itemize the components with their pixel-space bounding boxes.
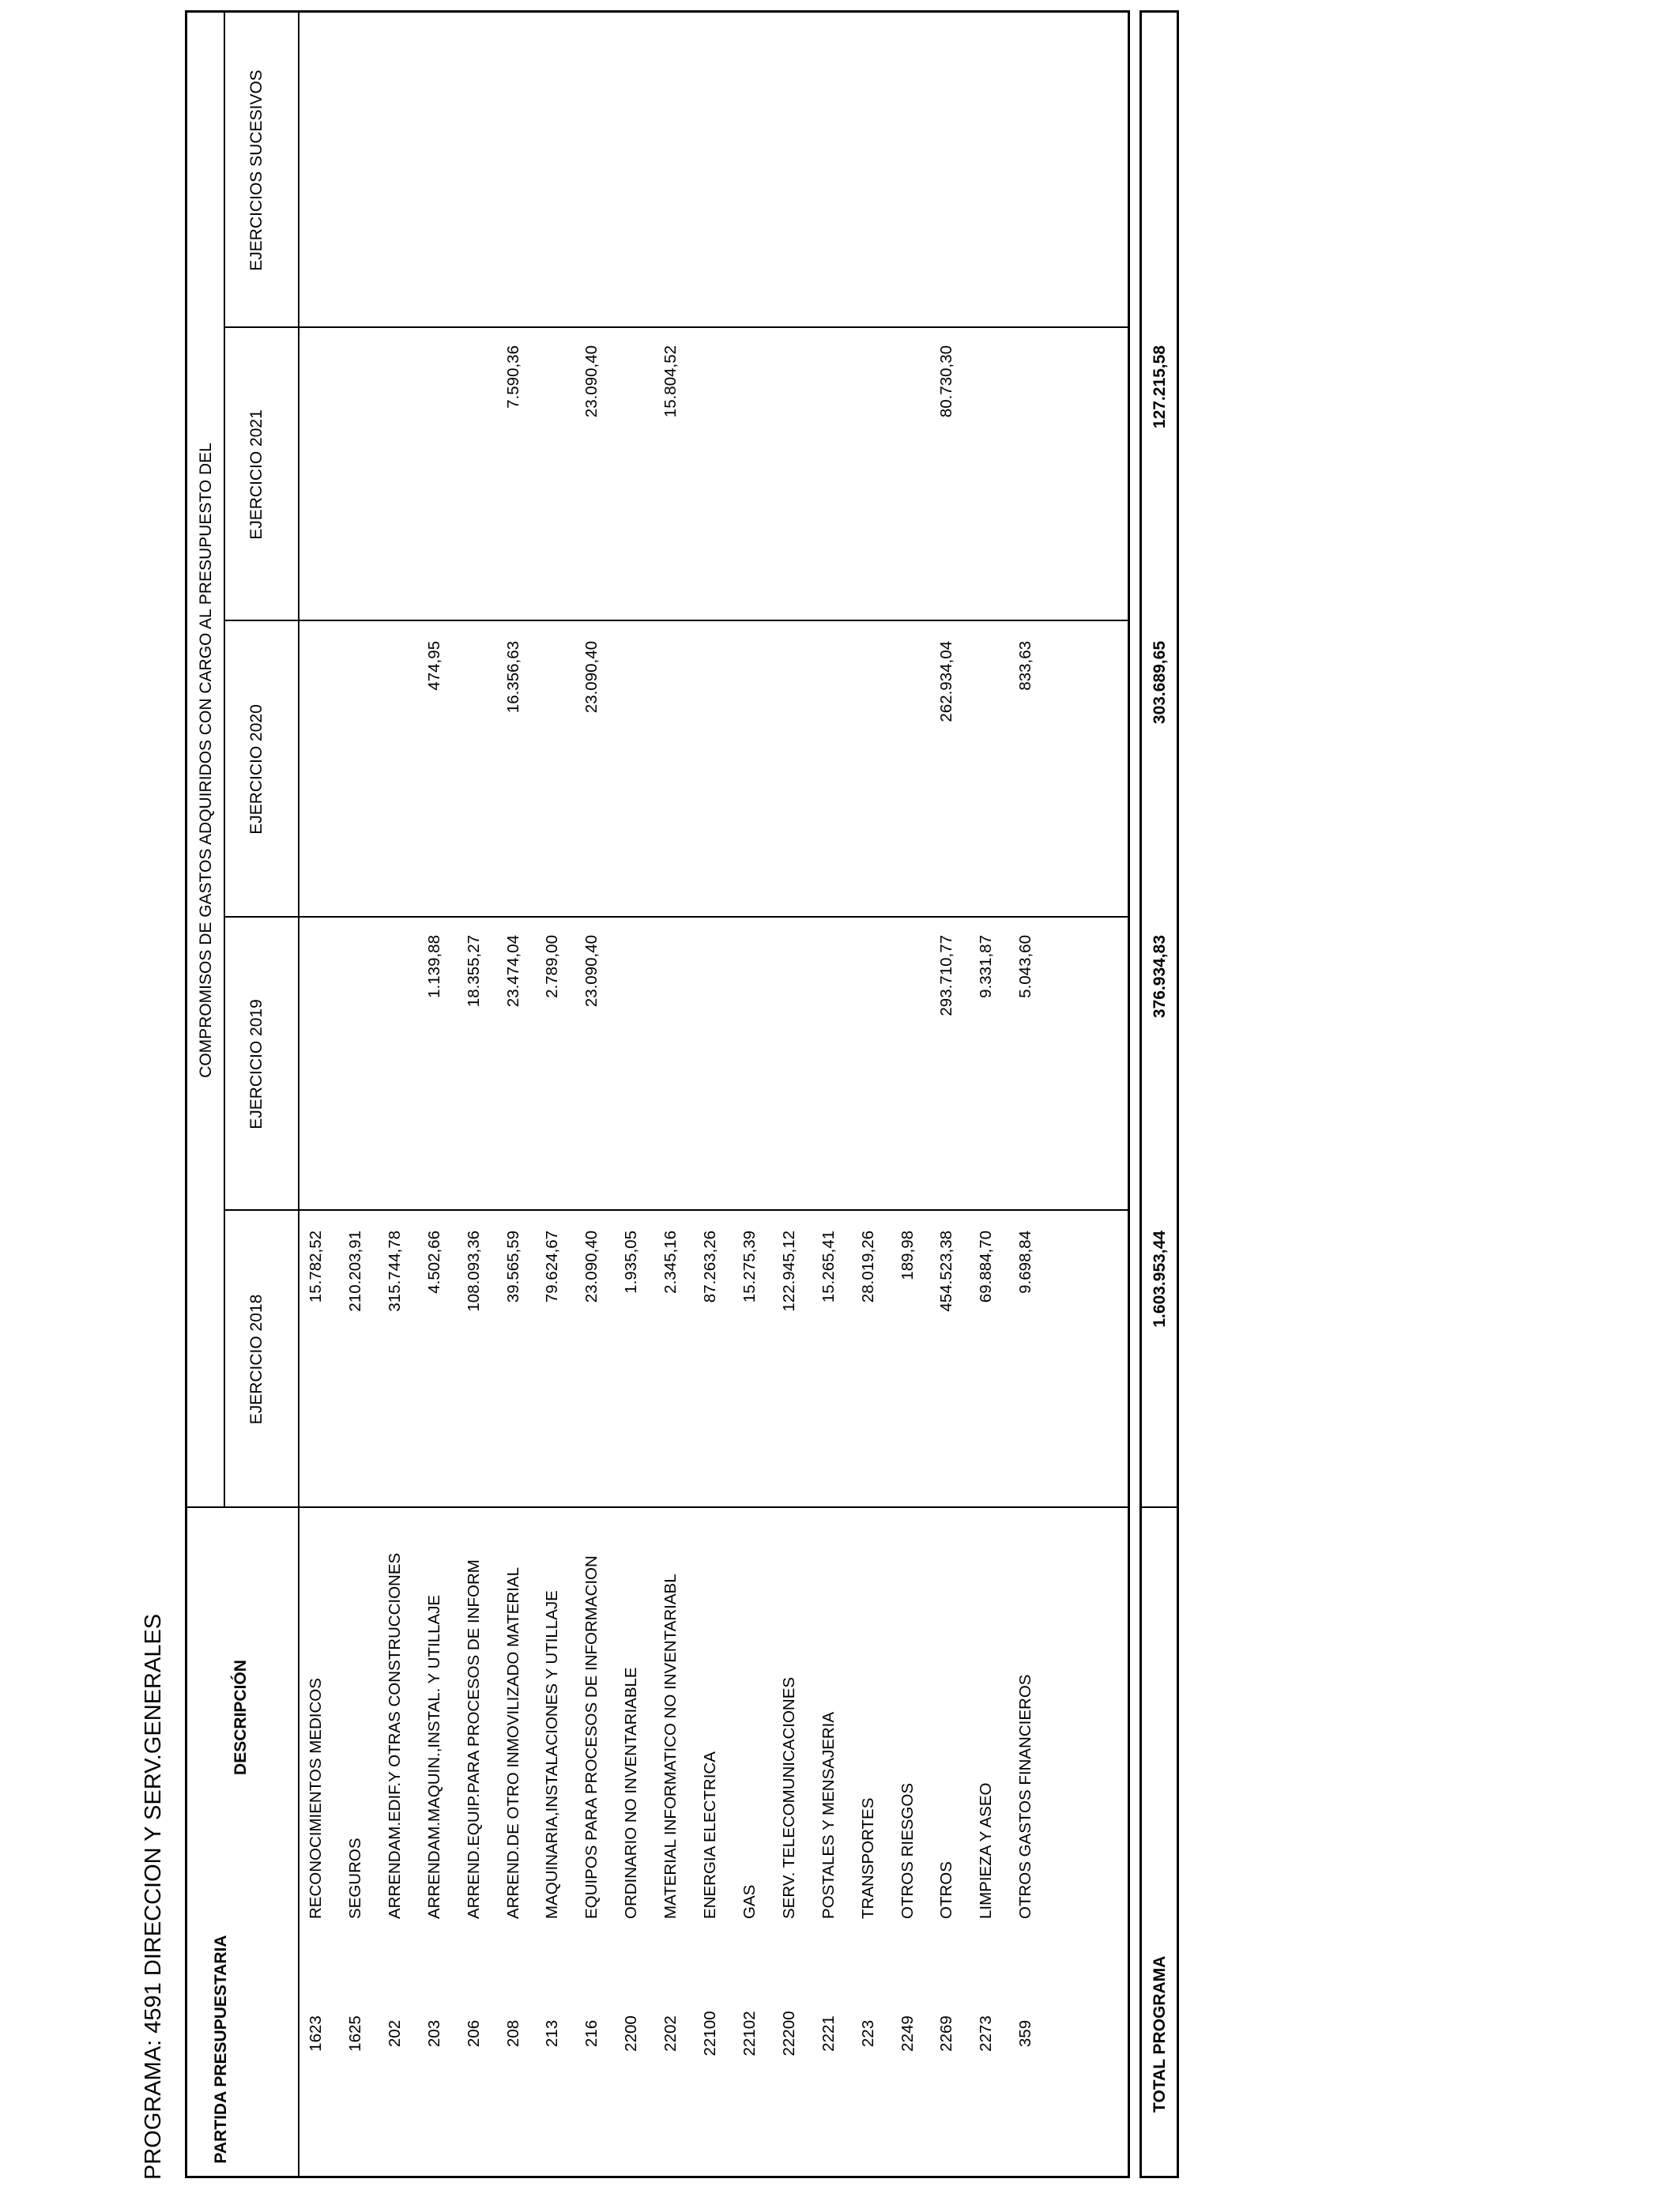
cell-partida: 22102 [740, 2011, 759, 2056]
cell-partida: 2200 [622, 2015, 640, 2052]
column-divider [224, 916, 1128, 918]
header-partida: PARTIDA PRESUPUESTARIA [212, 1935, 230, 2164]
cell-2018: 2.345,16 [661, 1231, 680, 1294]
cell-2018: 69.884,70 [977, 1231, 995, 1303]
cell-2018: 210.203,91 [346, 1231, 364, 1312]
cell-2018: 39.565,59 [504, 1231, 522, 1303]
header-descripcion: DESCRIPCIÓN [232, 1660, 250, 1775]
header-separator [298, 13, 299, 2176]
cell-descripcion: OTROS [937, 1861, 955, 1919]
column-divider [224, 620, 1128, 621]
cell-partida: 208 [504, 2019, 522, 2048]
header-ejercicios-sucesivos: EJERCICIOS SUCESIVOS [247, 70, 266, 271]
cell-2019: 23.090,40 [582, 935, 601, 1008]
cell-2019: 18.355,27 [465, 935, 483, 1008]
cell-partida: 2269 [937, 2015, 955, 2052]
cell-partida: 22200 [780, 2011, 798, 2056]
cell-2018: 79.624,67 [543, 1231, 561, 1303]
cell-descripcion: ARRENDAM.MAQUIN.,INSTAL. Y UTILLAJE [425, 1594, 443, 1919]
cell-partida: 2202 [661, 2015, 680, 2052]
cell-descripcion: ORDINARIO NO INVENTARIABLE [622, 1667, 640, 1919]
column-divider [224, 326, 1128, 328]
cell-partida: 1623 [307, 2015, 325, 2052]
total-2020: 303.689,65 [1151, 641, 1169, 725]
cell-2020: 474,95 [425, 641, 443, 691]
cell-2020: 23.090,40 [582, 641, 601, 714]
cell-2018: 15.782,52 [307, 1231, 325, 1303]
cell-descripcion: OTROS RIESGOS [898, 1783, 917, 1919]
cell-2021: 80.730,30 [937, 345, 955, 418]
cell-partida: 2249 [898, 2015, 917, 2052]
header-ejercicio-2021: EJERCICIO 2021 [247, 409, 266, 540]
cell-partida: 213 [543, 2019, 561, 2048]
cell-descripcion: MAQUINARIA,INSTALACIONES Y UTILLAJE [543, 1590, 561, 1919]
cell-2018: 4.502,66 [425, 1231, 443, 1294]
cell-2018: 15.265,41 [819, 1231, 838, 1303]
cell-2019: 5.043,60 [1016, 935, 1034, 998]
cell-partida: 206 [465, 2019, 483, 2048]
total-2018: 1.603.953,44 [1151, 1231, 1169, 1328]
cell-2018: 28.019,26 [859, 1231, 877, 1303]
column-divider [224, 1209, 1128, 1211]
cell-descripcion: EQUIPOS PARA PROCESOS DE INFORMACION [582, 1555, 601, 1919]
column-divider [1142, 1506, 1177, 1508]
cell-descripcion: SEGUROS [346, 1838, 364, 1919]
cell-2018: 454.523,38 [937, 1231, 955, 1312]
cell-2020: 16.356,63 [504, 641, 522, 714]
cell-2021: 7.590,36 [504, 345, 522, 409]
cell-2018: 189,98 [898, 1231, 917, 1280]
cell-descripcion: ARREND.DE OTRO INMOVILIZADO MATERIAL [504, 1567, 522, 1919]
total-2019: 376.934,83 [1151, 935, 1169, 1019]
cell-partida: 359 [1016, 2019, 1034, 2048]
cell-partida: 216 [582, 2019, 601, 2048]
cell-descripcion: ARREND.EQUIP.PARA PROCESOS DE INFORM [465, 1559, 483, 1919]
cell-2019: 9.331,87 [977, 935, 995, 998]
cell-2019: 2.789,00 [543, 935, 561, 998]
cell-descripcion: GAS [740, 1884, 759, 1919]
cell-descripcion: TRANSPORTES [859, 1797, 877, 1919]
cell-descripcion: SERV. TELECOMUNICACIONES [780, 1676, 798, 1919]
total-row [1139, 10, 1179, 2178]
cell-descripcion: RECONOCIMIENTOS MEDICOS [307, 1678, 325, 1919]
cell-2019: 293.710,77 [937, 935, 955, 1016]
cell-2021: 15.804,52 [661, 345, 680, 418]
cell-2018: 23.090,40 [582, 1231, 601, 1303]
header-ejercicio-2020: EJERCICIO 2020 [247, 704, 266, 835]
cell-descripcion: ARRENDAM.EDIF.Y OTRAS CONSTRUCCIONES [386, 1552, 404, 1919]
cell-2018: 122.945,12 [780, 1231, 798, 1312]
cell-descripcion: MATERIAL INFORMATICO NO INVENTARIABL [661, 1574, 680, 1919]
cell-2018: 9.698,84 [1016, 1231, 1034, 1294]
cell-2018: 315.744,78 [386, 1231, 404, 1312]
cell-descripcion: OTROS GASTOS FINANCIEROS [1016, 1674, 1034, 1919]
cell-descripcion: LIMPIEZA Y ASEO [977, 1782, 995, 1919]
cell-2021: 23.090,40 [582, 345, 601, 418]
cell-partida: 223 [859, 2019, 877, 2048]
cell-2018: 108.093,36 [465, 1231, 483, 1312]
cell-2019: 1.139,88 [425, 935, 443, 998]
group-header-separator [224, 13, 225, 1508]
cell-partida: 202 [386, 2019, 404, 2048]
cell-partida: 22100 [701, 2011, 719, 2056]
page-title: PROGRAMA: 4591 DIRECCION Y SERV.GENERALES [141, 1613, 166, 2180]
cell-partida: 1625 [346, 2015, 364, 2052]
cell-partida: 2273 [977, 2015, 995, 2052]
cell-partida: 203 [425, 2019, 443, 2048]
budget-table [185, 10, 1130, 2178]
total-2021: 127.215,58 [1151, 345, 1169, 429]
header-compromisos: COMPROMISOS DE GASTOS ADQUIRIDOS CON CARGO AL PRESUPUESTO DEL [197, 443, 215, 1078]
cell-2018: 15.275,39 [740, 1231, 759, 1303]
cell-partida: 2221 [819, 2015, 838, 2052]
header-ejercicio-2019: EJERCICIO 2019 [247, 999, 266, 1129]
cell-2019: 23.474,04 [504, 935, 522, 1008]
header-ejercicio-2018: EJERCICIO 2018 [247, 1294, 266, 1425]
cell-2020: 833,63 [1016, 641, 1034, 691]
cell-descripcion: POSTALES Y MENSAJERIA [819, 1711, 838, 1919]
total-label: TOTAL PROGRAMA [1151, 1955, 1169, 2113]
cell-2018: 87.263,26 [701, 1231, 719, 1303]
cell-2020: 262.934,04 [937, 641, 955, 722]
cell-descripcion: ENERGIA ELECTRICA [701, 1751, 719, 1919]
cell-2018: 1.935,05 [622, 1231, 640, 1294]
